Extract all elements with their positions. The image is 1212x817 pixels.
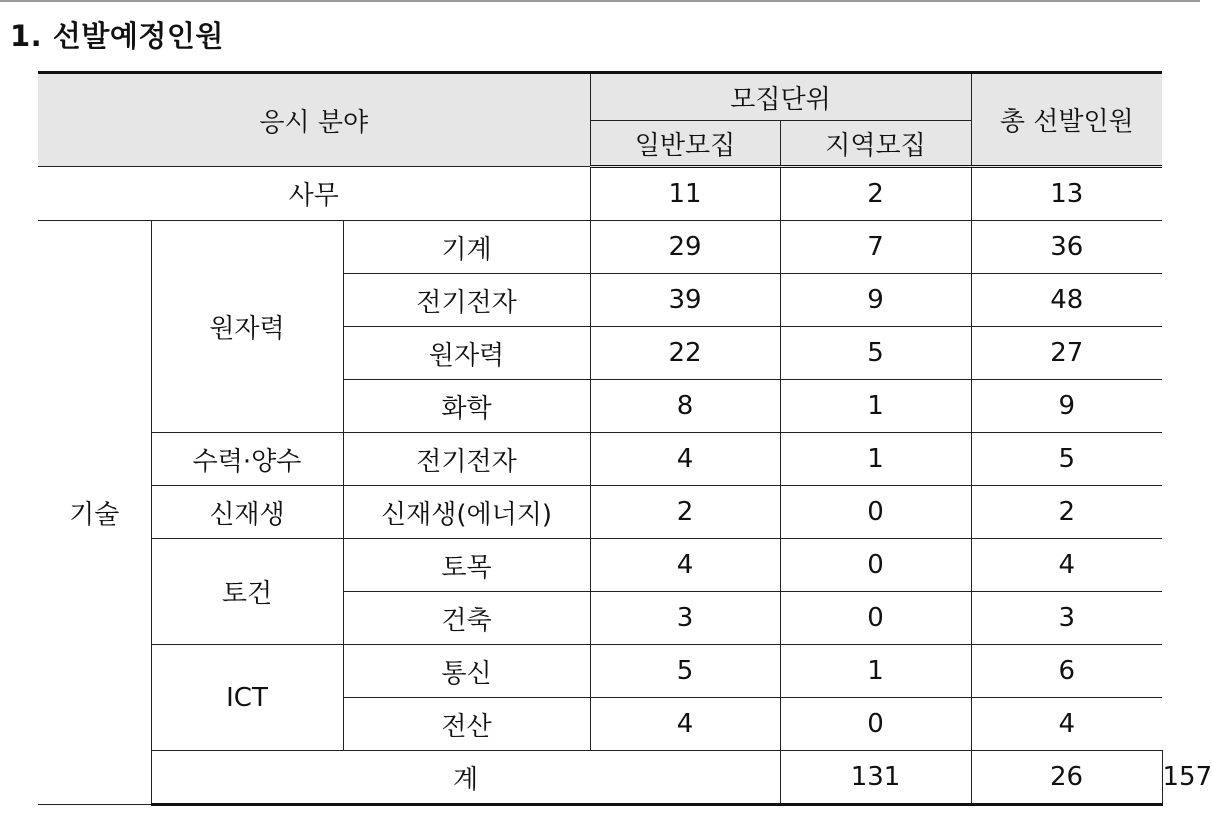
cell-regional: 0 <box>780 486 971 539</box>
cell-regional: 26 <box>971 751 1162 805</box>
cell-total: 9 <box>971 380 1162 433</box>
cell-regional: 1 <box>780 645 971 698</box>
row-subgroup-label: 원자력 <box>151 221 343 433</box>
cell-total: 27 <box>971 327 1162 380</box>
cell-total: 4 <box>971 539 1162 592</box>
recruitment-table <box>38 71 1212 806</box>
cell-general: 22 <box>590 327 780 380</box>
cell-total: 2 <box>971 486 1162 539</box>
cell-general: 4 <box>590 698 780 751</box>
header-total: 총 선발인원 <box>971 73 1162 167</box>
table-row <box>38 167 1162 221</box>
row-group-label: 기술 <box>38 221 151 805</box>
row-label: 전기전자 <box>343 274 590 327</box>
cell-general: 39 <box>590 274 780 327</box>
row-label: 신재생(에너지) <box>343 486 590 539</box>
cell-general: 5 <box>590 645 780 698</box>
row-label: 전기전자 <box>343 433 590 486</box>
cell-total: 48 <box>971 274 1162 327</box>
table-row <box>38 433 1162 486</box>
header-unit-group: 모집단위 <box>590 73 971 121</box>
row-label: 기계 <box>343 221 590 274</box>
cell-total: 6 <box>971 645 1162 698</box>
cell-general: 29 <box>590 221 780 274</box>
total-label: 계 <box>151 751 780 805</box>
cell-general: 2 <box>590 486 780 539</box>
row-label: 전산 <box>343 698 590 751</box>
cell-general: 131 <box>780 751 971 805</box>
header-general: 일반모집 <box>590 121 780 167</box>
row-subgroup-label: 토건 <box>151 539 343 645</box>
cell-general: 11 <box>590 167 780 221</box>
table-row <box>38 539 1162 592</box>
cell-regional: 1 <box>780 433 971 486</box>
cell-total: 5 <box>971 433 1162 486</box>
table-row <box>38 645 1162 698</box>
cell-total: 3 <box>971 592 1162 645</box>
row-label: 원자력 <box>343 327 590 380</box>
row-label: 토목 <box>343 539 590 592</box>
cell-regional: 0 <box>780 698 971 751</box>
row-label: 건축 <box>343 592 590 645</box>
cell-general: 4 <box>590 433 780 486</box>
table-row <box>38 221 1162 274</box>
header-regional: 지역모집 <box>780 121 971 167</box>
row-label: 통신 <box>343 645 590 698</box>
header-field: 응시 분야 <box>38 73 590 167</box>
table-row <box>38 486 1162 539</box>
cell-regional: 2 <box>780 167 971 221</box>
cell-total: 13 <box>971 167 1162 221</box>
cell-regional: 7 <box>780 221 971 274</box>
cell-general: 3 <box>590 592 780 645</box>
row-subgroup-label: 신재생 <box>151 486 343 539</box>
cell-regional: 5 <box>780 327 971 380</box>
cell-general: 4 <box>590 539 780 592</box>
cell-general: 8 <box>590 380 780 433</box>
section-title: 1. 선발예정인원 <box>10 19 224 53</box>
cell-regional: 9 <box>780 274 971 327</box>
cell-regional: 1 <box>780 380 971 433</box>
row-label: 사무 <box>38 167 590 221</box>
cell-regional: 0 <box>780 592 971 645</box>
row-label: 화학 <box>343 380 590 433</box>
row-subgroup-label: 수력·양수 <box>151 433 343 486</box>
total-row: 계 131 26 157 <box>38 751 1162 805</box>
row-subgroup-label: ICT <box>151 645 343 751</box>
top-rule <box>0 0 1200 2</box>
cell-total: 36 <box>971 221 1162 274</box>
cell-total: 4 <box>971 698 1162 751</box>
cell-regional: 0 <box>780 539 971 592</box>
